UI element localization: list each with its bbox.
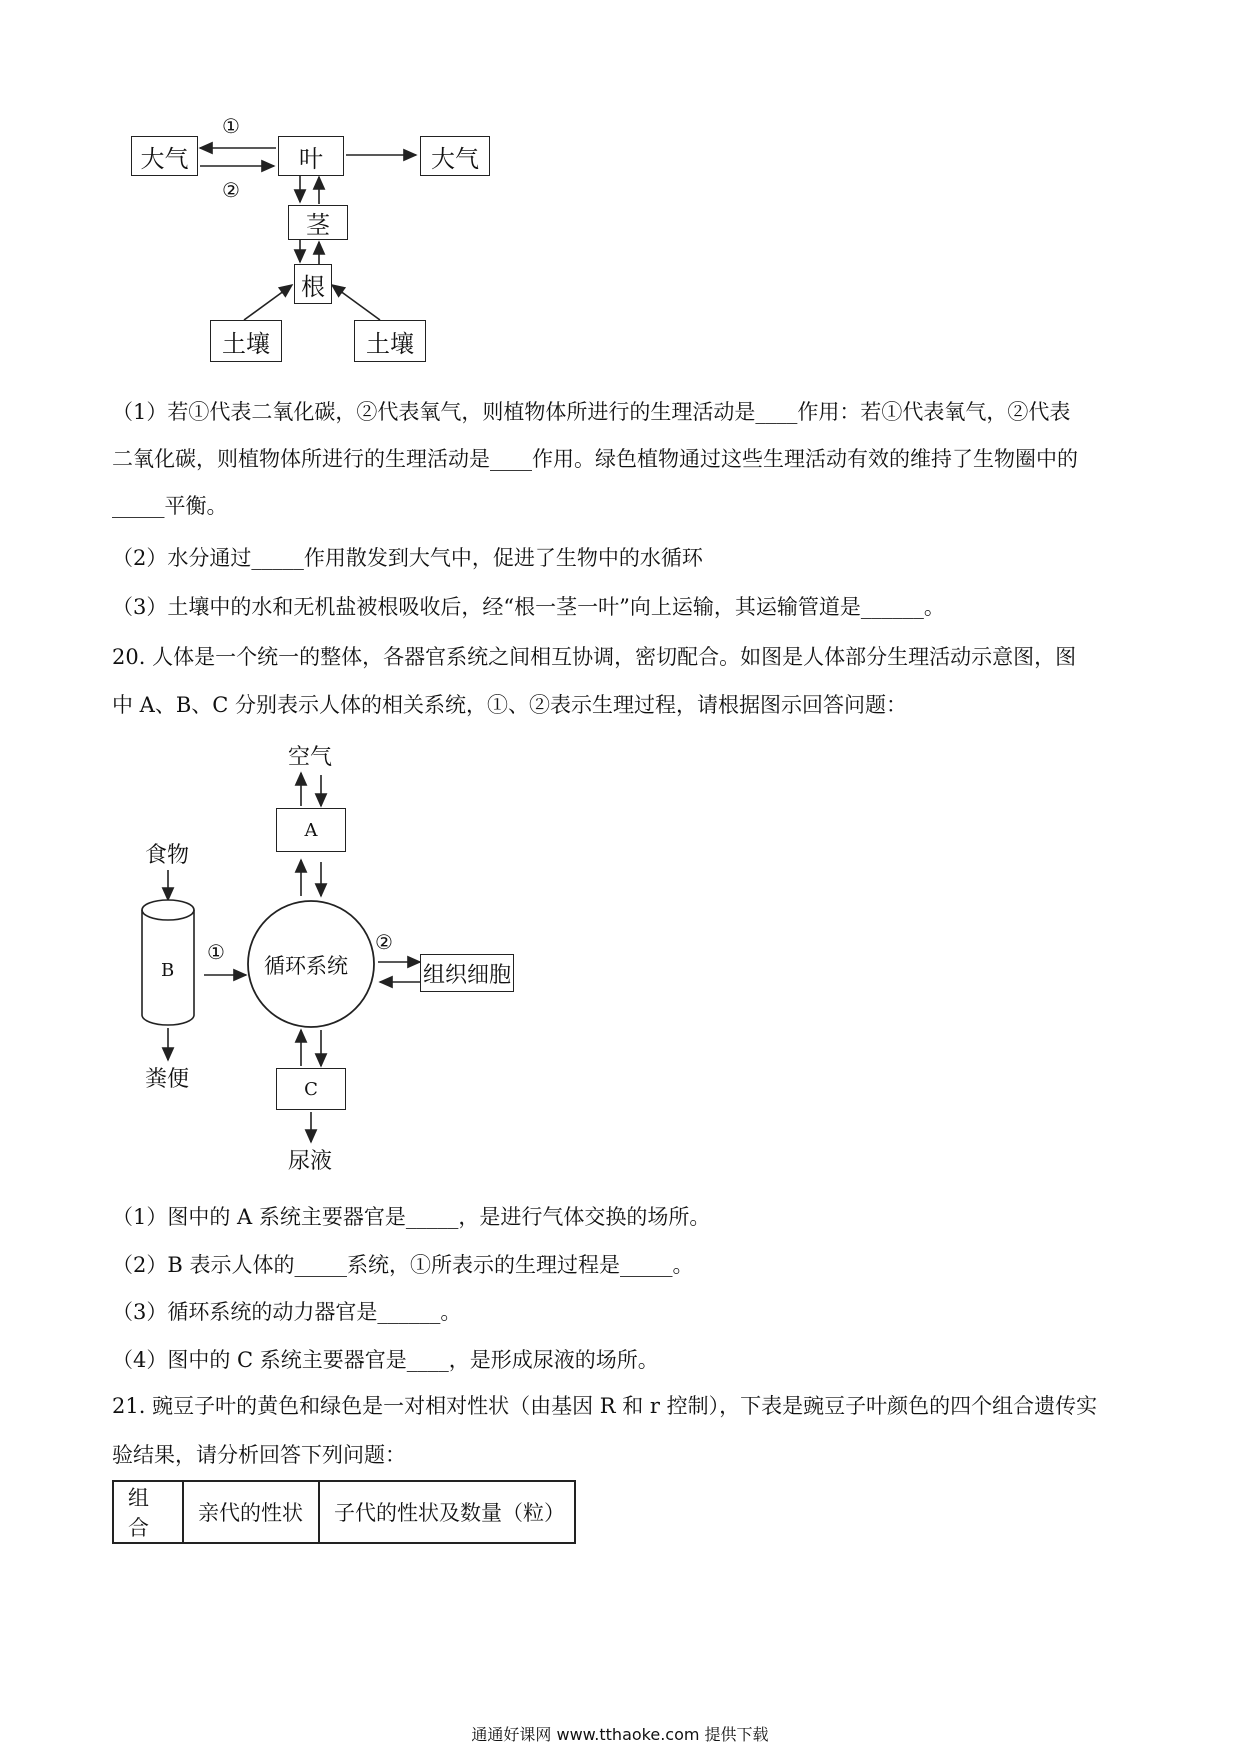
food-label: 食物 <box>145 843 190 868</box>
air-label: 空气 <box>288 745 333 770</box>
system-b-label: B <box>161 960 175 981</box>
table-header-cell: 子代的性状及数量（粒） <box>319 1481 575 1543</box>
marker-2: ② <box>375 930 393 954</box>
system-c-box: C <box>276 1068 346 1110</box>
q19-line-2: 二氧化碳，则植物体所进行的生理活动是____作用。绿色植物通过这些生理活动有效的维持了生物圈中的 <box>112 447 1078 471</box>
q19-line-1: （1）若①代表二氧化碳，②代表氧气，则植物体所进行的生理活动是____作用：若①代表氧气，②代表 <box>112 400 1071 424</box>
q19-line-5: （3）土壤中的水和无机盐被根吸收后，经“根一茎一叶”向上运输，其运输管道是______。 <box>112 595 945 619</box>
marker-1: ① <box>207 940 225 964</box>
q21-line-1: 21. 豌豆子叶的黄色和绿色是一对相对性状（由基因 R 和 r 控制），下表是豌豆子叶颜色的四个组合遗传实 <box>112 1394 1098 1418</box>
marker-1: ① <box>222 114 240 138</box>
soil-left-box: 土壤 <box>210 320 282 362</box>
footer-credit: 通通好课网 www.tthaoke.com 提供下载 <box>471 1725 769 1744</box>
body-systems-diagram <box>0 730 1240 1180</box>
plant-diagram-arrows <box>0 0 1240 380</box>
q20-sub-2: （2）B 表示人体的_____系统，①所表示的生理过程是_____。 <box>112 1253 694 1277</box>
table-header-cell: 亲代的性状 <box>183 1481 319 1543</box>
q20-sub-1: （1）图中的 A 系统主要器官是_____，是进行气体交换的场所。 <box>112 1205 711 1229</box>
atmosphere-left-box: 大气 <box>131 136 198 176</box>
soil-right-box: 土壤 <box>354 320 426 362</box>
feces-label: 粪便 <box>145 1067 190 1092</box>
table-header-row <box>113 1481 575 1543</box>
tissue-cells-box: 组织细胞 <box>420 954 514 992</box>
q21-line-2: 验结果，请分析回答下列问题： <box>112 1443 406 1467</box>
stem-box: 茎 <box>288 205 348 240</box>
genetics-table <box>112 1480 576 1544</box>
q19-line-3: _____平衡。 <box>112 494 228 518</box>
marker-2: ② <box>222 178 240 202</box>
atmosphere-right-box: 大气 <box>420 136 490 176</box>
urine-label: 尿液 <box>288 1149 333 1174</box>
q20-line-2: 中 A、B、C 分别表示人体的相关系统，①、②表示生理过程，请根据图示回答问题： <box>112 693 908 717</box>
body-systems-arrows <box>0 730 1240 1180</box>
q20-sub-3: （3）循环系统的动力器官是______。 <box>112 1300 462 1324</box>
q20-sub-4: （4）图中的 C 系统主要器官是____，是形成尿液的场所。 <box>112 1348 659 1372</box>
q20-line-1: 20. 人体是一个统一的整体，各器官系统之间相互协调，密切配合。如图是人体部分生理活动示意图，图 <box>112 645 1077 669</box>
table-header-cell: 组合 <box>113 1481 183 1543</box>
q19-line-4: （2）水分通过_____作用散发到大气中，促进了生物中的水循环 <box>112 546 703 570</box>
system-a-box: A <box>276 808 346 852</box>
plant-diagram <box>0 0 1240 380</box>
circulation-label: 循环系统 <box>264 954 348 978</box>
root-box: 根 <box>294 264 332 304</box>
leaf-box: 叶 <box>278 136 344 176</box>
